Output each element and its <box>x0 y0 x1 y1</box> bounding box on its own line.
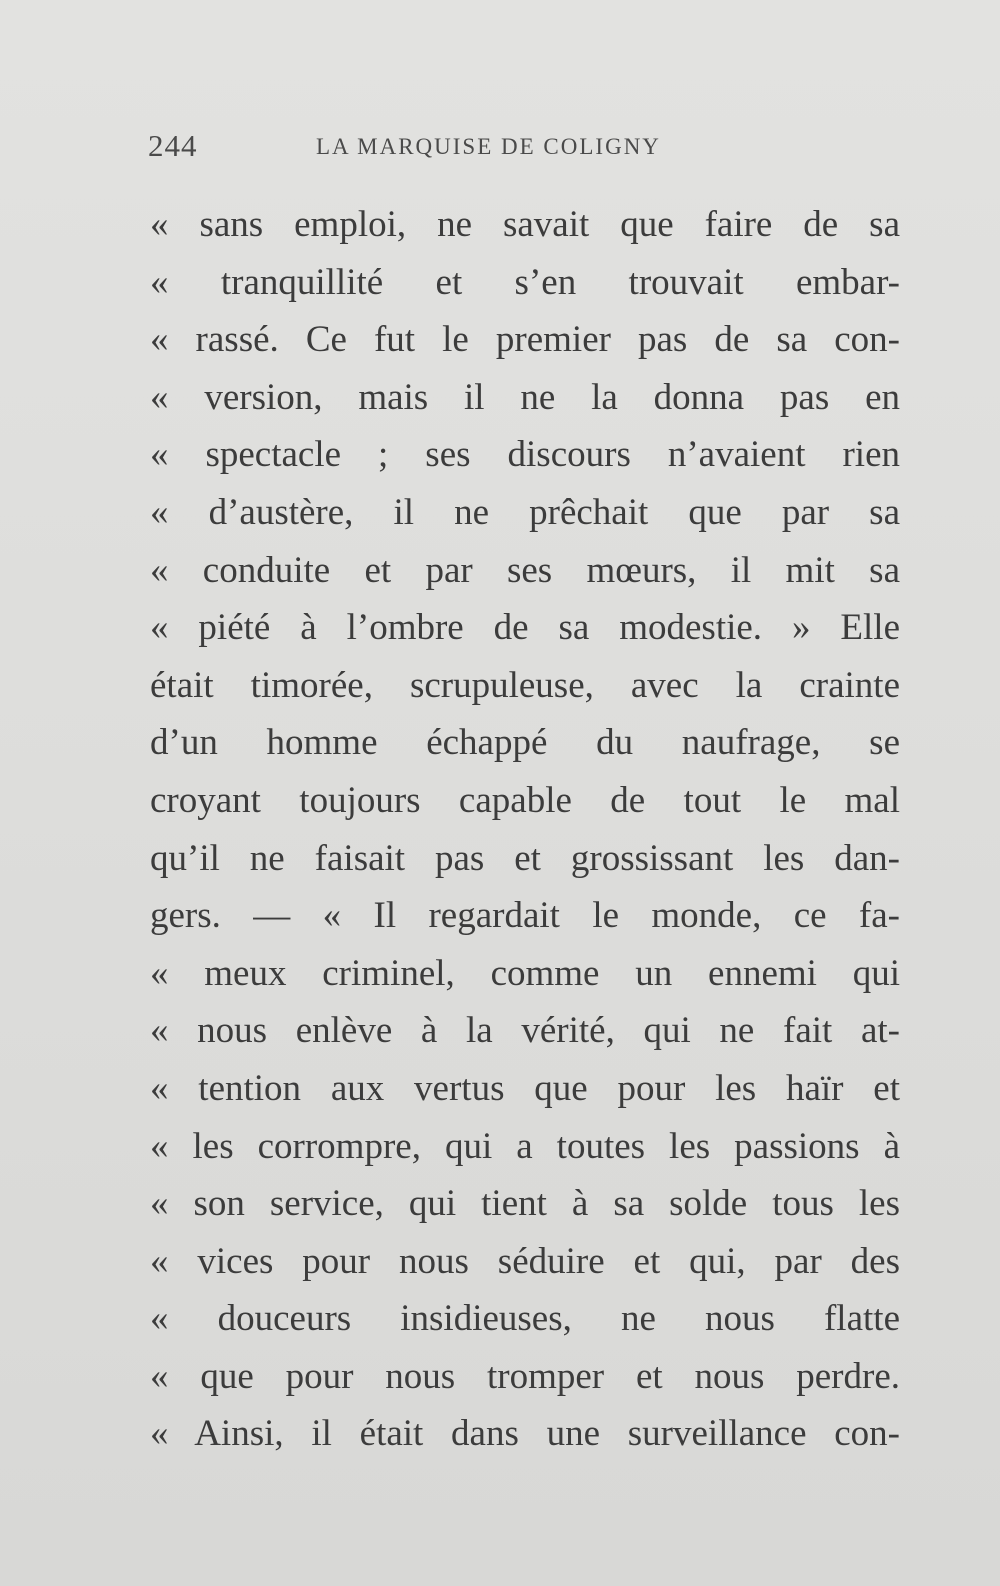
text-line: « version, mais il ne la donna pas en <box>150 376 900 418</box>
text-line: « meux criminel, comme un ennemi qui <box>150 952 900 994</box>
text-line: « rassé. Ce fut le premier pas de sa con- <box>150 319 900 361</box>
text-line: « piété à l’ombre de sa modestie. » Elle <box>150 607 900 649</box>
text-line: « douceurs insidieuses, ne nous flatte <box>150 1298 900 1340</box>
text-line: croyant toujours capable de tout le mal <box>150 779 900 821</box>
text-line: gers. — « Il regardait le monde, ce fa- <box>150 895 900 937</box>
text-line: « d’austère, il ne prêchait que par sa <box>150 491 900 533</box>
text-line: « Ainsi, il était dans une surveillance con- <box>150 1413 900 1455</box>
text-line: « spectacle ; ses discours n’avaient rien <box>150 434 900 476</box>
text-line: « nous enlève à la vérité, qui ne fait at- <box>150 1010 900 1052</box>
page-number: 244 <box>148 128 198 163</box>
text-line: qu’il ne faisait pas et grossissant les dan- <box>150 837 900 879</box>
text-line: était timorée, scrupuleuse, avec la crainte <box>150 664 900 706</box>
page-header <box>148 128 908 168</box>
text-line: « sans emploi, ne savait que faire de sa <box>150 204 900 245</box>
running-title: LA MARQUISE DE COLIGNY <box>316 134 661 159</box>
text-line: « tention aux vertus que pour les haïr et <box>150 1067 900 1109</box>
text-line: « conduite et par ses mœurs, il mit sa <box>150 549 900 591</box>
text-line: « les corrompre, qui a toutes les passions à <box>150 1125 900 1167</box>
text-line: d’un homme échappé du naufrage, se <box>150 722 900 764</box>
text-line: « tranquillité et s’en trouvait embar- <box>150 261 900 303</box>
text-line: « vices pour nous séduire et qui, par des <box>150 1240 900 1282</box>
text-line: « que pour nous tromper et nous perdre. <box>150 1355 900 1397</box>
body-text <box>150 196 900 1463</box>
text-line: « son service, qui tient à sa solde tous les <box>150 1183 900 1225</box>
